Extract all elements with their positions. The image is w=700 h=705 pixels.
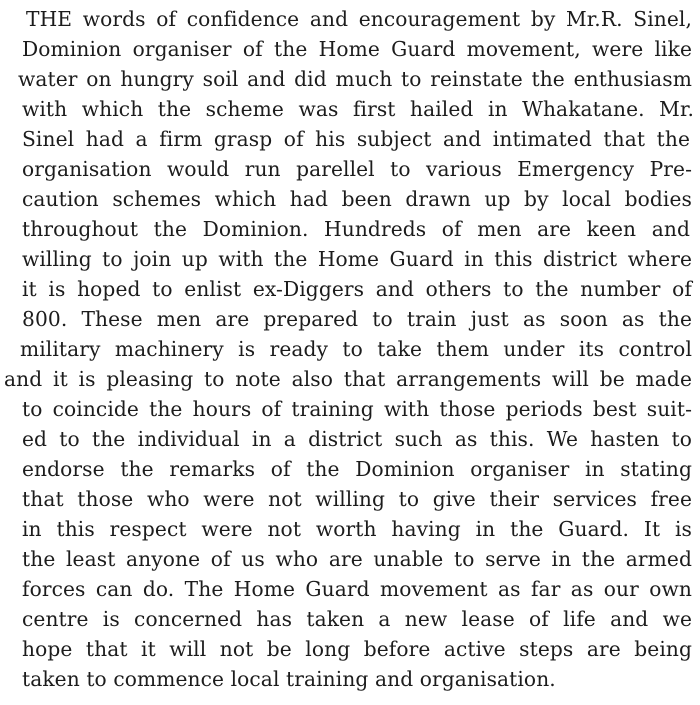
text-line-content: forces can do. The Home Guard movement as far as our own — [22, 577, 692, 601]
text-line — [0, 96, 700, 122]
text-line — [0, 276, 700, 302]
text-line — [0, 576, 700, 602]
text-line-content: with which the scheme was first hailed in Whakatane. Mr. — [22, 97, 694, 121]
text-line-content: taken to commence local training and organisation. — [22, 667, 556, 691]
text-line-content: to coincide the hours of training with those periods best suit- — [22, 397, 692, 421]
text-line-content: willing to join up with the Home Guard in this district where — [22, 247, 692, 271]
text-line-content: endorse the remarks of the Dominion organiser in stating — [22, 457, 692, 481]
text-line — [0, 366, 700, 392]
text-line-content: water on hungry soil and did much to reinstate the enthusiasm — [18, 67, 692, 91]
text-line — [0, 666, 700, 692]
text-line-content: that those who were not willing to give their services free — [22, 487, 692, 511]
text-line-content: the least anyone of us who are unable to serve in the armed — [22, 547, 692, 571]
text-line — [0, 6, 700, 32]
text-line — [0, 66, 700, 92]
text-line-content: THE words of confidence and encouragement by Mr.R. Sinel, — [26, 7, 692, 31]
text-line — [0, 186, 700, 212]
text-line — [0, 246, 700, 272]
text-line-content: in this respect were not worth having in the Guard. It is — [22, 517, 692, 541]
text-line-content: Sinel had a firm grasp of his subject and intimated that the — [22, 127, 690, 151]
text-line — [0, 306, 700, 332]
text-line-content: 800. These men are prepared to train just as soon as the — [22, 307, 692, 331]
text-line-content: Dominion organiser of the Home Guard movement, were like — [22, 37, 692, 61]
text-line — [0, 126, 700, 152]
text-line — [0, 486, 700, 512]
text-line — [0, 156, 700, 182]
text-line-content: centre is concerned has taken a new lease of life and we — [22, 607, 692, 631]
text-line — [0, 456, 700, 482]
text-line — [0, 546, 700, 572]
text-line — [0, 396, 700, 422]
text-line-content: organisation would run parellel to various Emergency Pre- — [22, 157, 692, 181]
text-line-content: throughout the Dominion. Hundreds of men are keen and — [22, 217, 690, 241]
text-line-content: and it is pleasing to note also that arrangements will be made — [4, 367, 692, 391]
text-line — [0, 336, 700, 362]
text-line — [0, 426, 700, 452]
text-line-content: military machinery is ready to take them under its control — [20, 337, 692, 361]
text-line-content: hope that it will not be long before active steps are being — [22, 637, 692, 661]
text-line — [0, 36, 700, 62]
text-line-content: caution schemes which had been drawn up by local bodies — [22, 187, 692, 211]
text-line — [0, 516, 700, 542]
text-line — [0, 636, 700, 662]
text-line-content: ed to the individual in a district such as this. We hasten to — [22, 427, 692, 451]
text-line — [0, 606, 700, 632]
text-line-content: it is hoped to enlist ex-Diggers and others to the number of — [22, 277, 692, 301]
text-line — [0, 216, 700, 242]
